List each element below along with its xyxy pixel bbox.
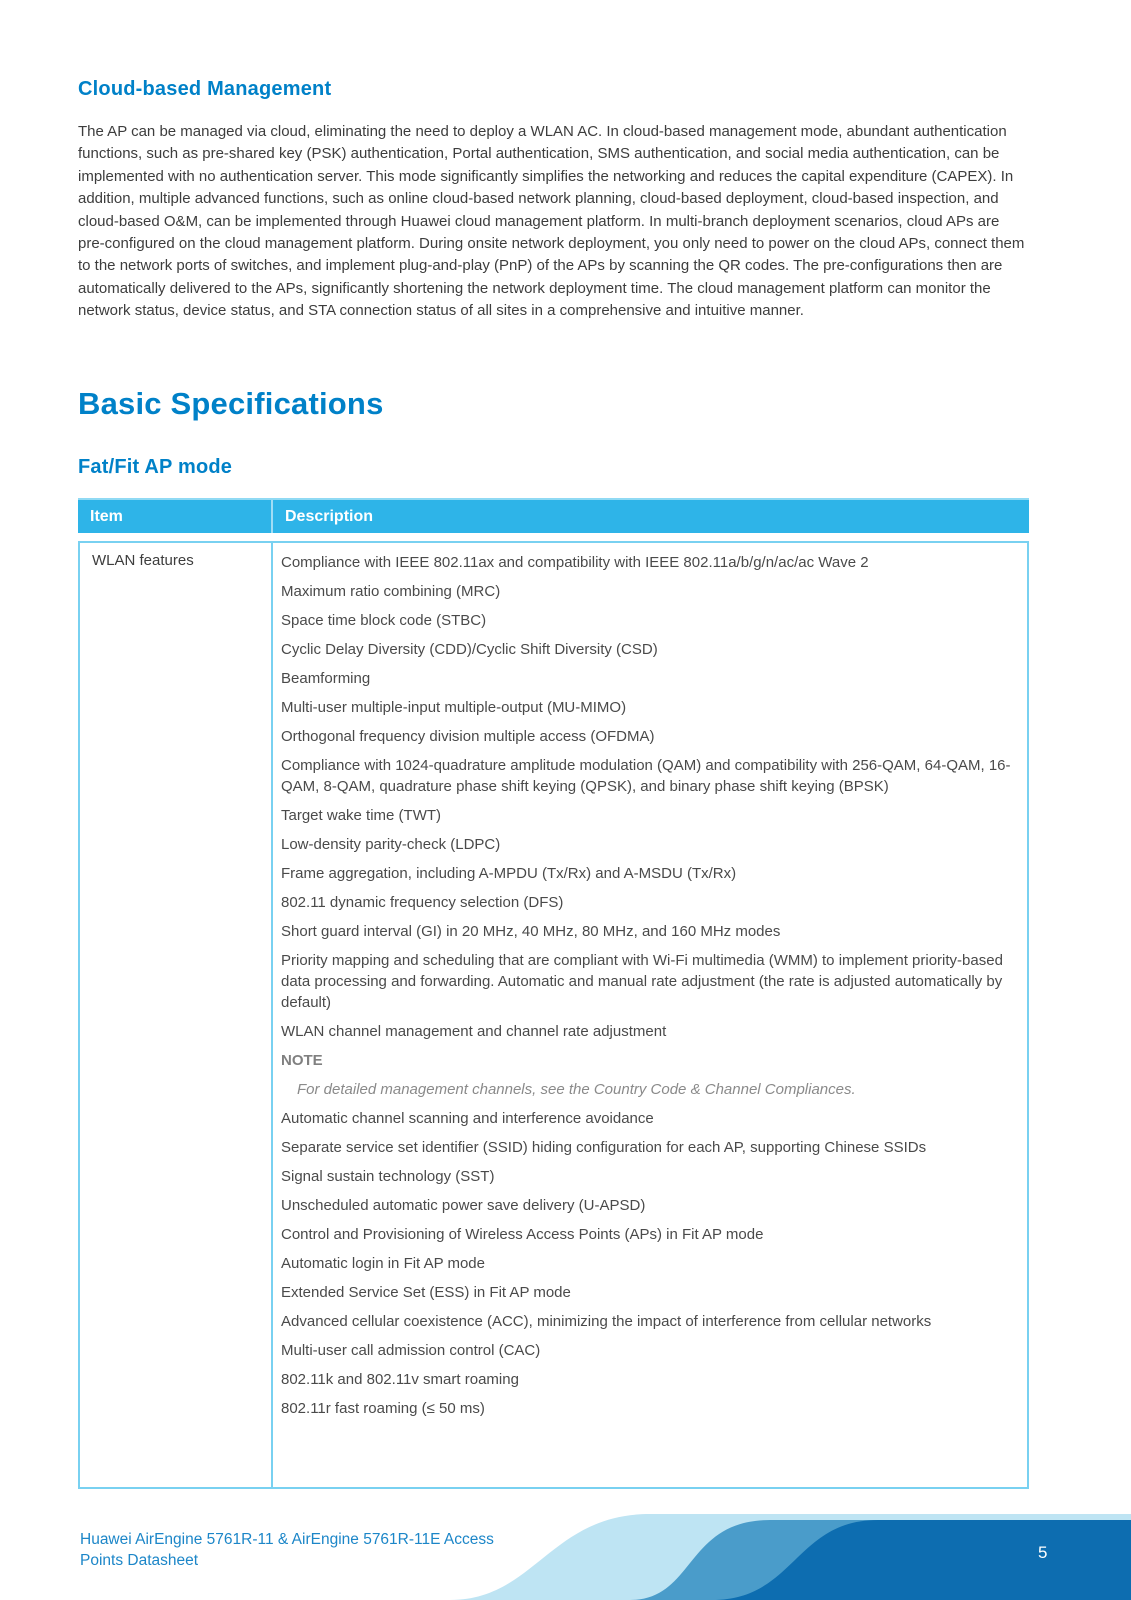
feature-line: Control and Provisioning of Wireless Access Points (APs) in Fit AP mode <box>281 1226 764 1243</box>
feature-line: Target wake time (TWT) <box>281 807 442 824</box>
footer-doc-title-line2: Points Datasheet <box>80 1552 199 1569</box>
feature-line: 802.11r fast roaming (≤ 50 ms) <box>281 1400 485 1417</box>
page-number: 5 <box>1038 1543 1048 1562</box>
footer-doc-title <box>80 1529 494 1571</box>
feature-line: Maximum ratio combining (MRC) <box>281 583 501 600</box>
cloud-management-paragraph: The AP can be managed via cloud, eliminating the need to deploy a WLAN AC. In cloud-based management mode, abundant authentication functions, such as pre-shared key (PSK) authentication, Portal authentication, SMS authentication, and social media authentication, can be implemented with no authentication server. This mode significantly simplifies the networking and reduces the capital expenditure (CAPEX). In addition, multiple advanced functions, such as online cloud-based network planning, cloud-based deployment, cloud-based inspection, and cloud-based O&M, can be implemented through Huawei cloud management platform. In multi-branch deployment scenarios, cloud APs are pre-configured on the cloud management platform. During onsite network deployment, you only need to power on the cloud APs, connect them to the network ports of switches, and implement plug-and-play (PnP) of the APs by scanning the QR codes. The pre-configurations then are automatically delivered to the APs, significantly shortening the network deployment time. The cloud management platform can monitor the network status, device status, and STA connection status of all sites in a comprehensive and intuitive manner. <box>78 123 1025 320</box>
feature-line: Unscheduled automatic power save delivery (U-APSD) <box>281 1197 646 1214</box>
spec-table <box>78 498 1029 1489</box>
feature-line: 802.11 dynamic frequency selection (DFS) <box>281 894 564 911</box>
feature-line: Extended Service Set (ESS) in Fit AP mode <box>281 1284 571 1301</box>
feature-line: 802.11k and 802.11v smart roaming <box>281 1371 519 1388</box>
spec-table-header-row <box>78 498 1029 533</box>
subsection-heading-fat-fit-ap-mode: Fat/Fit AP mode <box>78 456 233 478</box>
feature-line: Space time block code (STBC) <box>281 612 487 629</box>
feature-line: Low-density parity-check (LDPC) <box>281 836 501 853</box>
feature-line: Priority mapping and scheduling that are compliant with Wi-Fi multimedia (WMM) to implement priority-based data processing and forwarding. Automatic and manual rate adjustment (the rate is adjusted automatically by default) <box>281 952 1003 1011</box>
feature-line: Compliance with IEEE 802.11ax and compatibility with IEEE 802.11a/b/g/n/ac/ac Wave 2 <box>281 554 869 571</box>
spec-table-body-row <box>78 541 1029 1489</box>
feature-line: Short guard interval (GI) in 20 MHz, 40 MHz, 80 MHz, and 160 MHz modes <box>281 923 781 940</box>
feature-line: Signal sustain technology (SST) <box>281 1168 495 1185</box>
feature-line: Cyclic Delay Diversity (CDD)/Cyclic Shift Diversity (CSD) <box>281 641 658 658</box>
feature-line: Orthogonal frequency division multiple access (OFDMA) <box>281 728 655 745</box>
note-text: For detailed management channels, see the Country Code & Channel Compliances. <box>297 1081 856 1098</box>
footer-doc-title-line1: Huawei AirEngine 5761R-11 & AirEngine 5761R-11E Access <box>80 1531 494 1548</box>
feature-line: Frame aggregation, including A-MPDU (Tx/Rx) and A-MSDU (Tx/Rx) <box>281 865 737 882</box>
section-heading-basic-specifications: Basic Specifications <box>78 386 384 421</box>
note-label: NOTE <box>281 1052 323 1069</box>
item-cell-wlan-features: WLAN features <box>80 543 273 1487</box>
feature-line: Multi-user call admission control (CAC) <box>281 1342 541 1359</box>
section-heading-cloud-management: Cloud-based Management <box>78 78 332 100</box>
feature-line: Multi-user multiple-input multiple-output (MU-MIMO) <box>281 699 627 716</box>
feature-line: Compliance with 1024-quadrature amplitude modulation (QAM) and compatibility with 256-QAM, 64-QAM, 16-QAM, 8-QAM, quadrature phase shift keying (QPSK), and binary phase shift keying (BPSK) <box>281 757 1011 795</box>
feature-line: Advanced cellular coexistence (ACC), minimizing the impact of interference from cellular networks <box>281 1313 932 1330</box>
description-cell <box>273 543 1027 1487</box>
column-header-description: Description <box>285 507 374 525</box>
feature-line: Automatic channel scanning and interference avoidance <box>281 1110 654 1127</box>
feature-line: Separate service set identifier (SSID) hiding configuration for each AP, supporting Chinese SSIDs <box>281 1139 927 1156</box>
feature-line: Automatic login in Fit AP mode <box>281 1255 485 1272</box>
feature-line: WLAN channel management and channel rate adjustment <box>281 1023 667 1040</box>
feature-line: Beamforming <box>281 670 371 687</box>
column-header-item: Item <box>78 500 273 533</box>
